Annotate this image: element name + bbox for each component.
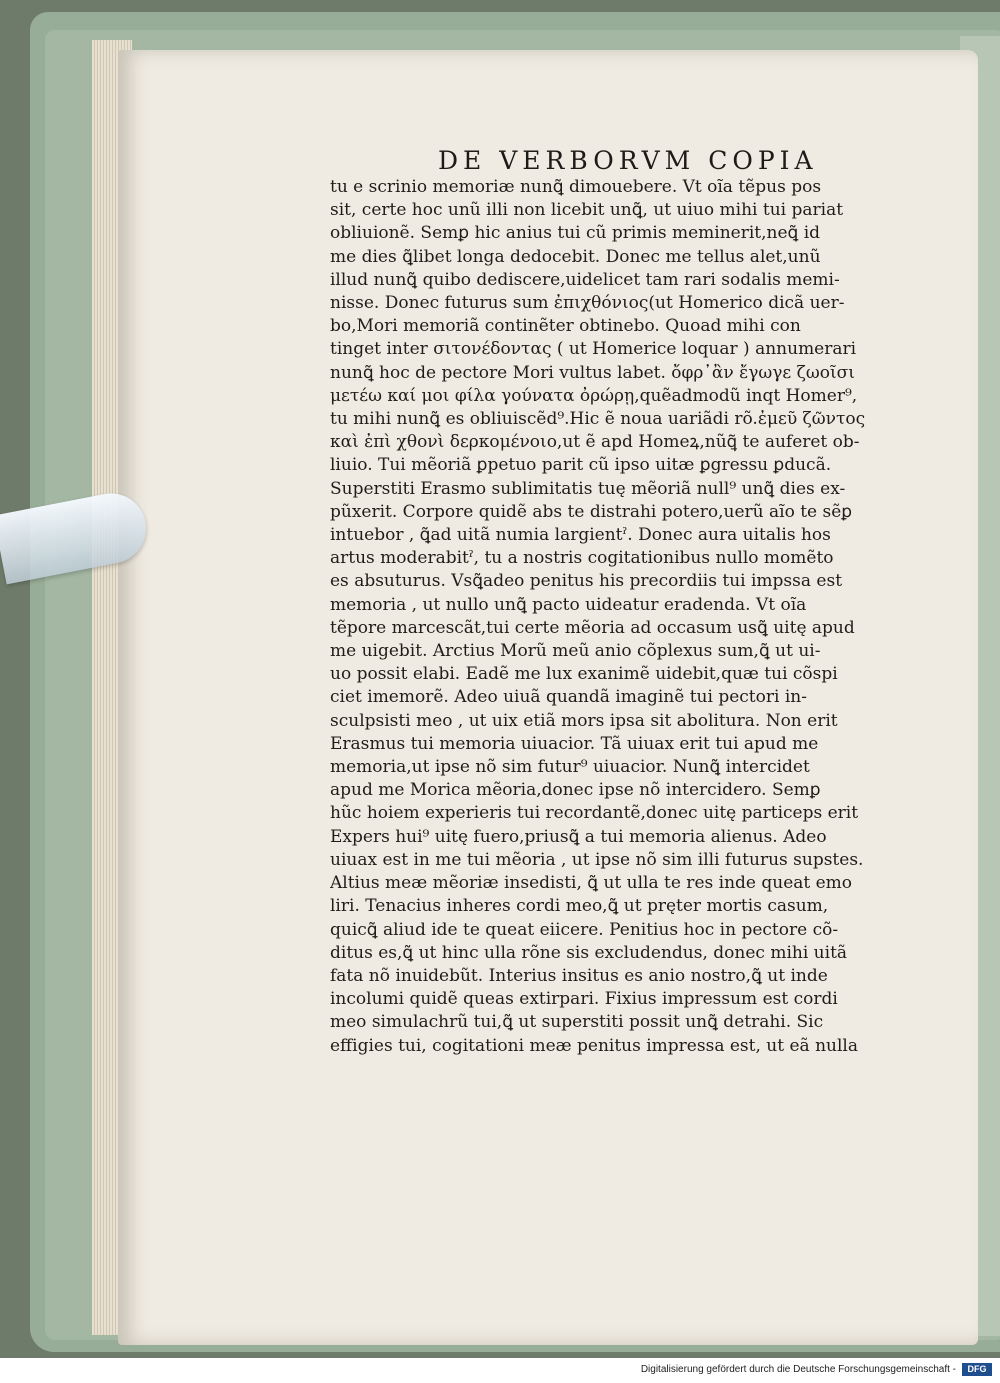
running-head: DE VERBORVM COPIA (438, 146, 818, 175)
text-line: bo,Mori memoriã continẽter obtinebo. Quoad mihi con (330, 316, 801, 337)
text-line: obliuionẽ. Semꝑ hic anius tui cũ primis meminerit,neꝗ̃ id (330, 223, 821, 244)
text-line: artus moderabitˀ, tu a nostris cogitationibus nullo momẽto (330, 548, 834, 569)
text-line: memoria , ut nullo unꝗ̃ pacto uideatur eradenda. Vt oĩa (330, 594, 807, 615)
text-line: Erasmus tui memoria uiuacior. Tã uiuax erit tui apud me (330, 733, 819, 754)
footer-bar (0, 1358, 1000, 1383)
text-line: hũc hoiem experieris tui recordantẽ,donec uitę particeps erit (330, 803, 859, 824)
text-line: illud nunꝗ̃ quibo dediscere,uidelicet tam rari sodalis memi- (330, 269, 840, 290)
text-line: Expers hui⁹ uitę fuero,priusꝗ̃ a tui memoria alienus. Adeo (330, 826, 827, 847)
text-line: memoria,ut ipse nõ sim futur⁹ uiuacior. Nunꝗ̃ intercidet (330, 757, 810, 778)
text-line: sculpsisti meo , ut uix etiã mors ipsa sit abolitura. Non erit (330, 710, 838, 731)
text-line: effigies tui, cogitationi meæ penitus impressa est, ut eã nulla (330, 1035, 858, 1056)
text-line: nisse. Donec futurus sum ἐπιχθόνιος(ut Homerico dicã uer- (330, 293, 845, 314)
text-line: uiuax est in me tui mẽoria , ut ipse nõ sim illi futurus supstes. (330, 849, 864, 870)
text-line: uo possit elabi. Eadẽ me lux exanimẽ uidebit,quæ tui cõspi (330, 664, 838, 685)
text-line: καὶ ἐπὶ χθονὶ δερκομένοιο,ut ẽ apd Homeꝝ,nũꝗ̃ te auferet ob- (330, 432, 860, 453)
text-line: liuio. Tui mẽoriã ꝑpetuo parit cũ ipso uitæ ꝑgressu ꝑducã. (330, 455, 832, 476)
text-line: sit, certe hoc unũ illi non licebit unꝗ̃, ut uiuo mihi tui pariat (330, 200, 844, 221)
text-line: μετέω καί μοι φίλα γούνατα ὀρώρῃ,quẽadmodũ inqt Homer⁹, (330, 385, 858, 406)
text-line: tinget inter σιτονέδοντας ( ut Homerice loquar ) annumerari (330, 339, 857, 360)
text-line: Superstiti Erasmo sublimitatis tuę mẽoriã null⁹ unꝗ̃ dies ex- (330, 478, 846, 499)
text-line: tẽpore marcescãt,tui certe mẽoria ad occasum usꝗ̃ uitę apud (330, 617, 855, 638)
text-line: ditus es,ꝗ̃ ut hinc ulla rõne sis excludendus, donec mihi uitã (330, 942, 848, 963)
text-block (330, 176, 935, 1058)
footer-credit: Digitalisierung gefördert durch die Deutsche Forschungsgemeinschaft - (640, 1364, 956, 1375)
text-line: me uigebit. Arctius Morũ meũ anio cõplexus sum,ꝗ̃ ut ui- (330, 641, 821, 662)
text-line: pũxerit. Corpore quidẽ abs te distrahi potero,uerũ aĩo te sẽꝑ (330, 501, 853, 522)
text-line: tu e scrinio memoriæ nunꝗ̃ dimouebere. Vt oĩa tẽpus pos (330, 177, 822, 197)
text-line: apud me Morica mẽoria,donec ipse nõ intercidero. Semꝑ (330, 780, 821, 801)
text-line: Altius meæ mẽoriæ insedisti, ꝗ̃ ut ulla te res inde queat emo (330, 873, 853, 894)
dfg-logo: DFG (962, 1363, 992, 1376)
text-line: incolumi quidẽ queas extirpari. Fixius impressum est cordi (330, 989, 838, 1010)
text-line: quicꝗ̃ aliud ide te queat eiicere. Penitius hoc in pectore cõ- (330, 919, 839, 940)
text-line: intuebor , ꝗ̃ad uitã numia largientˀ. Donec aura uitalis hos (330, 525, 831, 546)
text-line: me dies ꝗ̃libet longa dedocebit. Donec me tellus alet,unũ (330, 246, 821, 267)
text-line: fata nõ inuidebũt. Interius insitus es anio nostro,ꝗ̃ ut inde (330, 965, 828, 986)
text-line: tu mihi nunꝗ̃ es obliuiscẽd⁹.Hic ẽ noua uariãdi rõ.ἐμεῦ ζῶντος (330, 409, 866, 430)
text-line: liri. Tenacius inheres cordi meo,ꝗ̃ ut pręter mortis casum, (330, 896, 829, 917)
text-line: es absuturus. Vsꝗ̃adeo penitus his precordiis tui impssa est (330, 571, 843, 592)
text-line: ciet imemorẽ. Adeo uiuã quandã imaginẽ tui pectori in- (330, 687, 807, 708)
text-line: meo simulachrũ tui,ꝗ̃ ut superstiti possit unꝗ̃ detrahi. Sic (330, 1012, 824, 1033)
text-line: nunꝗ̃ hoc de pectore Mori vultus labet. ὄφρ᾽ἂν ἔγωγε ζωοῖσι (330, 362, 855, 383)
